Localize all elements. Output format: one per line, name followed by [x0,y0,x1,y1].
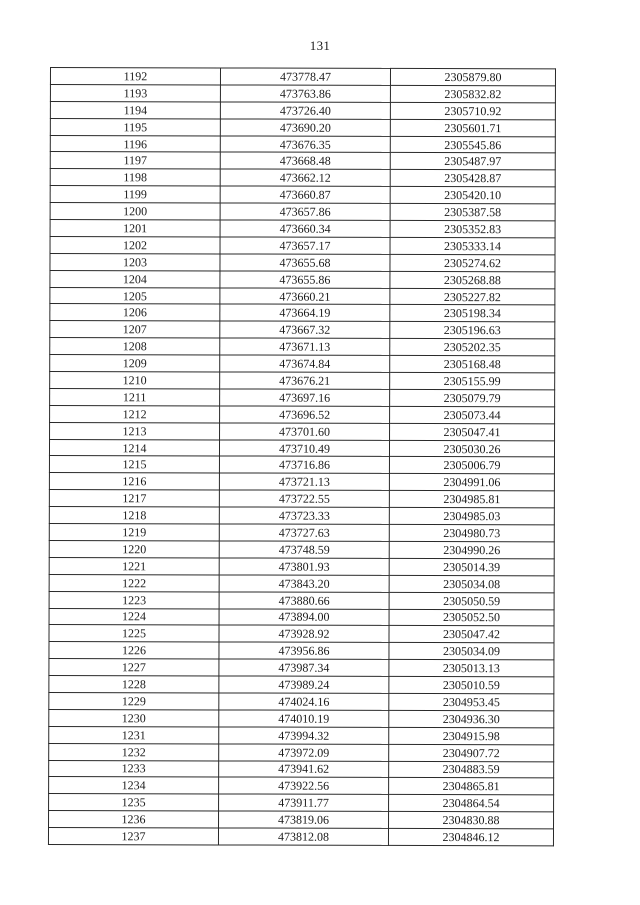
table-row [49,524,554,542]
table-row [49,574,554,592]
table-row [49,811,554,829]
point-number-cell: 1206 [50,304,220,321]
y-coordinate-cell: 2305034.08 [389,575,554,592]
table-row [50,388,555,406]
y-coordinate-cell: 2305079.79 [390,389,555,406]
x-coordinate-cell: 473664.19 [220,304,390,321]
y-coordinate-cell: 2304907.72 [389,744,554,761]
y-coordinate-cell: 2305428.87 [390,170,555,187]
y-coordinate-cell: 2305052.50 [389,609,554,626]
x-coordinate-cell: 473674.84 [220,355,390,372]
x-coordinate-cell: 474010.19 [219,710,389,727]
point-number-cell: 1236 [49,811,219,828]
y-coordinate-cell: 2305196.63 [390,322,555,339]
table-row [50,236,555,254]
table-row [50,101,555,119]
table-row [49,642,554,660]
point-number-cell: 1199 [50,186,220,203]
page-number: 131 [309,38,331,53]
y-coordinate-cell: 2304846.12 [388,828,553,845]
x-coordinate-cell: 473880.66 [219,592,389,609]
point-number-cell: 1204 [50,270,220,287]
x-coordinate-cell: 473662.12 [220,169,390,186]
point-number-cell: 1202 [50,236,220,253]
y-coordinate-cell: 2305050.59 [389,592,554,609]
point-number-cell: 1195 [50,118,220,135]
x-coordinate-cell: 473928.92 [219,625,389,642]
y-coordinate-cell: 2305155.99 [390,372,555,389]
point-number-cell: 1226 [49,642,219,659]
y-coordinate-cell: 2305010.59 [389,676,554,693]
y-coordinate-cell: 2305006.79 [389,457,554,474]
table-row [49,659,554,677]
x-coordinate-cell: 473722.55 [219,490,389,507]
y-coordinate-cell: 2304865.81 [389,778,554,795]
table-row [50,253,555,271]
x-coordinate-cell: 473660.34 [220,220,390,237]
point-number-cell: 1227 [49,659,219,676]
x-coordinate-cell: 473911.77 [219,794,389,811]
table-row [49,760,554,778]
point-number-cell: 1211 [50,388,220,405]
y-coordinate-cell: 2305014.39 [389,558,554,575]
y-coordinate-cell: 2304915.98 [389,727,554,744]
y-coordinate-cell: 2304864.54 [389,795,554,812]
table-row [50,152,555,170]
x-coordinate-cell: 473819.06 [219,811,389,828]
table-row [49,557,554,575]
x-coordinate-cell: 473726.40 [220,102,390,119]
table-row [50,203,555,221]
x-coordinate-cell: 473843.20 [219,575,389,592]
point-number-cell: 1217 [49,490,219,507]
point-number-cell: 1234 [49,777,219,794]
point-number-cell: 1216 [49,473,219,490]
point-number-cell: 1218 [49,507,219,524]
point-number-cell: 1212 [50,405,220,422]
point-number-cell: 1229 [49,692,219,709]
point-number-cell: 1237 [48,828,218,845]
table-row [50,321,555,339]
y-coordinate-cell: 2305545.86 [390,136,555,153]
x-coordinate-cell: 473723.33 [219,507,389,524]
y-coordinate-cell: 2305168.48 [390,356,555,373]
x-coordinate-cell: 473727.63 [219,524,389,541]
x-coordinate-cell: 473716.86 [219,456,389,473]
table-row [50,405,555,423]
table-row [50,287,555,305]
point-number-cell: 1207 [50,321,220,338]
y-coordinate-cell: 2305879.80 [390,68,555,85]
point-number-cell: 1225 [49,625,219,642]
table-row [49,608,554,626]
table-row [49,456,554,474]
point-number-cell: 1235 [49,794,219,811]
x-coordinate-cell: 473801.93 [219,558,389,575]
x-coordinate-cell: 473763.86 [220,85,390,102]
point-number-cell: 1205 [50,287,220,304]
y-coordinate-cell: 2304953.45 [389,693,554,710]
x-coordinate-cell: 473667.32 [220,321,390,338]
table-row [49,540,554,558]
point-number-cell: 1215 [49,456,219,473]
x-coordinate-cell: 473956.86 [219,642,389,659]
point-number-cell: 1230 [49,709,219,726]
x-coordinate-cell: 473778.47 [220,68,390,85]
y-coordinate-cell: 2305832.82 [390,85,555,102]
x-coordinate-cell: 473660.21 [220,288,390,305]
x-coordinate-cell: 473655.86 [220,271,390,288]
y-coordinate-cell: 2305352.83 [390,220,555,237]
table-row [50,304,555,322]
y-coordinate-cell: 2305710.92 [390,102,555,119]
x-coordinate-cell: 473994.32 [219,727,389,744]
table-row [50,118,555,136]
point-number-cell: 1223 [49,591,219,608]
x-coordinate-cell: 473668.48 [220,152,390,169]
table-row [50,355,555,373]
y-coordinate-cell: 2304990.26 [389,541,554,558]
table-row [49,692,554,710]
table-row [49,709,554,727]
y-coordinate-cell: 2305073.44 [390,406,555,423]
point-number-cell: 1192 [50,68,220,85]
x-coordinate-cell: 473922.56 [219,777,389,794]
y-coordinate-cell: 2305420.10 [390,187,555,204]
table-row [49,625,554,643]
x-coordinate-cell: 473894.00 [219,608,389,625]
table-row [49,473,554,491]
x-coordinate-cell: 473660.87 [220,186,390,203]
x-coordinate-cell: 473710.49 [219,440,389,457]
point-number-cell: 1201 [50,220,220,237]
point-number-cell: 1231 [49,726,219,743]
point-number-cell: 1220 [49,540,219,557]
x-coordinate-cell: 473671.13 [220,338,390,355]
y-coordinate-cell: 2304936.30 [389,710,554,727]
x-coordinate-cell: 474024.16 [219,693,389,710]
coordinates-table-body [48,68,555,846]
point-number-cell: 1219 [49,524,219,541]
y-coordinate-cell: 2304985.03 [389,508,554,525]
point-number-cell: 1203 [50,253,220,270]
x-coordinate-cell: 473941.62 [219,760,389,777]
x-coordinate-cell: 473676.35 [220,136,390,153]
y-coordinate-cell: 2305601.71 [390,119,555,136]
point-number-cell: 1224 [49,608,219,625]
x-coordinate-cell: 473657.17 [220,237,390,254]
y-coordinate-cell: 2305202.35 [390,339,555,356]
point-number-cell: 1197 [50,152,220,169]
point-number-cell: 1193 [50,84,220,101]
table-row [49,743,554,761]
x-coordinate-cell: 473676.21 [220,372,390,389]
table-row [50,422,555,440]
y-coordinate-cell: 2304985.81 [389,491,554,508]
y-coordinate-cell: 2305268.88 [390,271,555,288]
table-row [49,439,554,457]
point-number-cell: 1228 [49,676,219,693]
x-coordinate-cell: 473748.59 [219,541,389,558]
table-row [49,591,554,609]
table-row [50,135,555,153]
coordinates-table [48,67,556,846]
x-coordinate-cell: 473690.20 [220,119,390,136]
y-coordinate-cell: 2305047.41 [390,423,555,440]
table-row [50,169,555,187]
point-number-cell: 1214 [49,439,219,456]
y-coordinate-cell: 2305013.13 [389,660,554,677]
x-coordinate-cell: 473972.09 [219,744,389,761]
point-number-cell: 1222 [49,574,219,591]
table-row [50,372,555,390]
point-number-cell: 1221 [49,557,219,574]
table-row [50,220,555,238]
x-coordinate-cell: 473657.86 [220,203,390,220]
table-row [49,726,554,744]
point-number-cell: 1208 [50,338,220,355]
x-coordinate-cell: 473697.16 [220,389,390,406]
table-row [50,186,555,204]
point-number-cell: 1232 [49,743,219,760]
y-coordinate-cell: 2305227.82 [390,288,555,305]
table-row [49,676,554,694]
y-coordinate-cell: 2305198.34 [390,305,555,322]
point-number-cell: 1213 [50,422,220,439]
point-number-cell: 1194 [50,101,220,118]
table-row [49,507,554,525]
x-coordinate-cell: 473812.08 [218,828,388,845]
table-row [50,84,555,102]
point-number-cell: 1233 [49,760,219,777]
y-coordinate-cell: 2305274.62 [390,254,555,271]
point-number-cell: 1196 [50,135,220,152]
y-coordinate-cell: 2304980.73 [389,524,554,541]
y-coordinate-cell: 2305387.58 [390,204,555,221]
point-number-cell: 1210 [50,372,220,389]
point-number-cell: 1198 [50,169,220,186]
y-coordinate-cell: 2305487.97 [390,153,555,170]
y-coordinate-cell: 2305030.26 [389,440,554,457]
x-coordinate-cell: 473721.13 [219,473,389,490]
table-row [49,777,554,795]
point-number-cell: 1200 [50,203,220,220]
y-coordinate-cell: 2304883.59 [389,761,554,778]
x-coordinate-cell: 473989.24 [219,676,389,693]
table-row [48,828,553,846]
table-row [49,490,554,508]
table-row [50,338,555,356]
x-coordinate-cell: 473701.60 [220,423,390,440]
y-coordinate-cell: 2305333.14 [390,237,555,254]
y-coordinate-cell: 2304830.88 [389,812,554,829]
table-row [50,68,555,86]
y-coordinate-cell: 2305034.09 [389,643,554,660]
x-coordinate-cell: 473987.34 [219,659,389,676]
x-coordinate-cell: 473696.52 [220,406,390,423]
y-coordinate-cell: 2305047.42 [389,626,554,643]
point-number-cell: 1209 [50,355,220,372]
table-row [49,794,554,812]
table-row [50,270,555,288]
y-coordinate-cell: 2304991.06 [389,474,554,491]
x-coordinate-cell: 473655.68 [220,254,390,271]
